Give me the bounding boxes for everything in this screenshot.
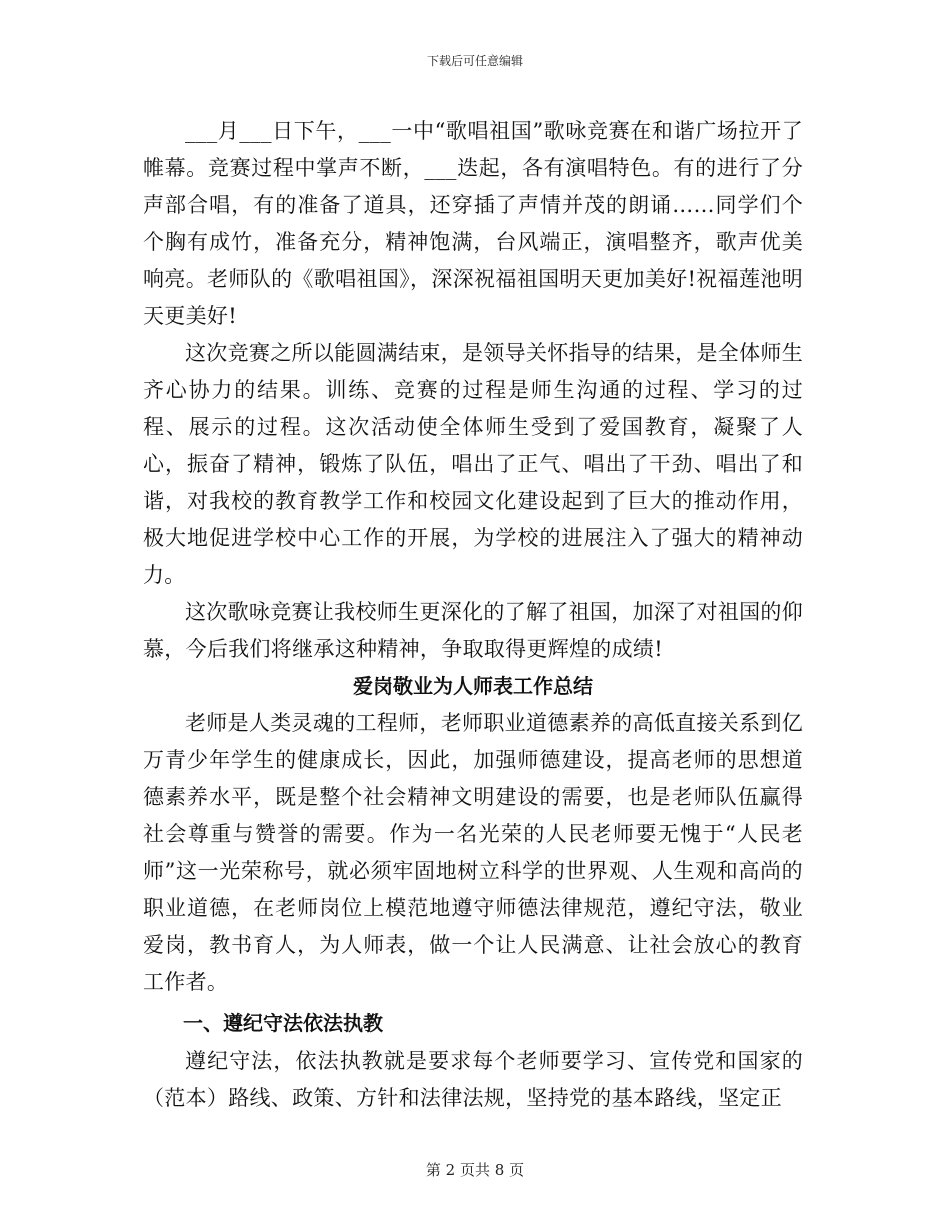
page-header: 下载后可任意编辑 <box>426 54 523 68</box>
document-body <box>143 113 803 1117</box>
paragraph-contest: ___月___日下午，___一中“歌唱祖国”歌咏竞赛在和谐广场拉开了帷幕。竞赛过程中掌声不断，___迭起，各有演唱特色。有的进行了分声部合唱，有的准备了道具，还穿插了声情并茂的朗诵……同学们个个胸有成竹，准备充分，精神饱满，台风端正，演唱整齐，歌声优美响亮。老师队的《歌唱祖国》，深深祝福祖国明天更加美好!祝福莲池明天更美好! <box>143 119 803 328</box>
paragraph-intro: 老师是人类灵魂的工程师，老师职业道德素养的高低直接关系到亿万青少年学生的健康成长，因此，加强师德建设，提高老师的思想道德素养水平，既是整个社会精神文明建设的需要，也是老师队伍赢得社会尊重与赞誉的需要。作为一名光荣的人民老师要无愧于“人民老师”这一光荣称号，就必须牢固地树立科学的世界观、人生观和高尚的职业道德，在老师岗位上模范地遵守师德法律规范，遵纪守法，敬业爱岗，教书育人，为人师表，做一个让人民满意、让社会放心的教育工作者。 <box>143 711 803 994</box>
section-heading: 一、遵纪守法依法执教 <box>183 1011 383 1035</box>
paragraph-conclusion: 这次歌咏竞赛让我校师生更深化的了解了祖国，加深了对祖国的仰慕，今后我们将继承这种精神，争取取得更辉煌的成绩! <box>143 600 803 661</box>
page-footer: 第 2 页共 8 页 <box>425 1161 525 1179</box>
document-title: 爱岗敬业为人师表工作总结 <box>353 674 593 698</box>
paragraph-result: 这次竞赛之所以能圆满结束，是领导关怀指导的结果，是全体师生齐心协力的结果。训练、竞赛的过程是师生沟通的过程、学习的过程、展示的过程。这次活动使全体师生受到了爱国教育，凝聚了人心，振奋了精神，锻炼了队伍，唱出了正气、唱出了干劲、唱出了和谐，对我校的教育教学工作和校园文化建设起到了巨大的推动作用，极大地促进学校中心工作的开展，为学校的进展注入了强大的精神动力。 <box>143 341 803 587</box>
paragraph-section: 遵纪守法，依法执教就是要求每个老师要学习、宣传党和国家的（范本）路线、政策、方针和法律法规，坚持党的基本路线，坚定正 <box>143 1049 803 1110</box>
